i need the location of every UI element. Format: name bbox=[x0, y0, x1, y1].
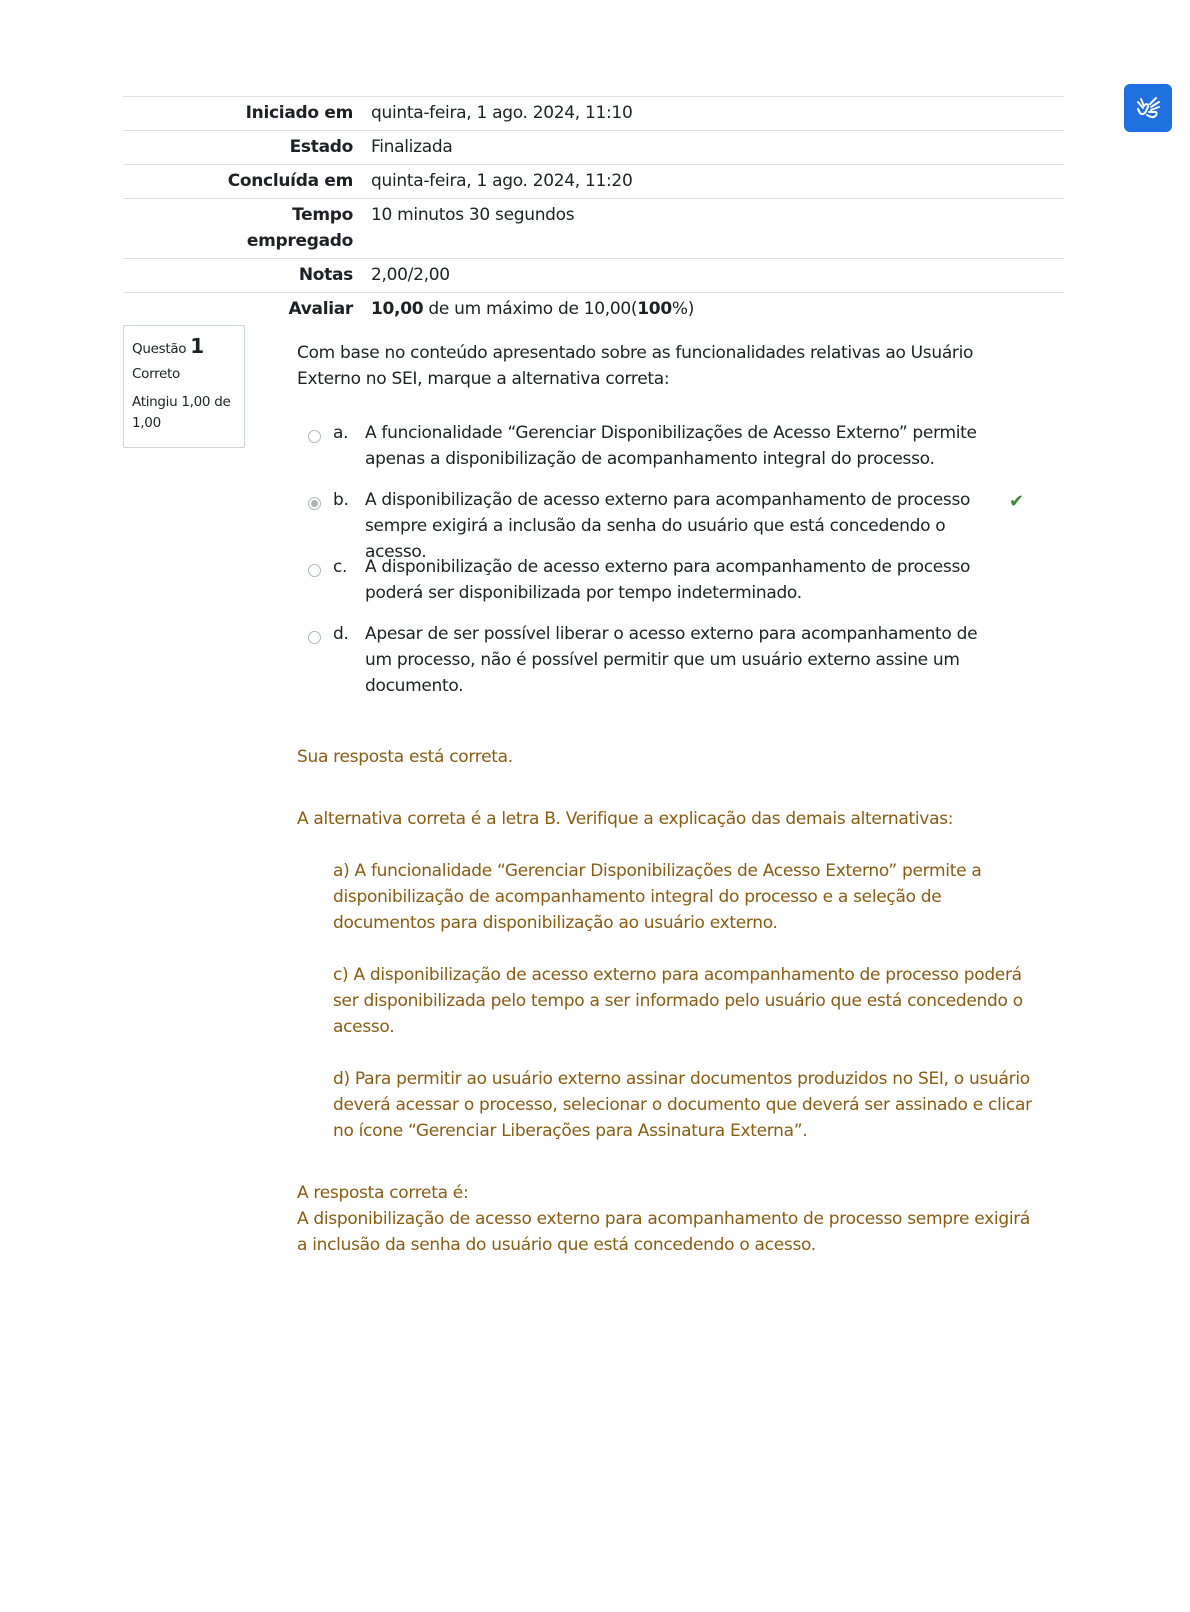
feedback-panel bbox=[297, 744, 1042, 1258]
feedback-intro: A alternativa correta é a letra B. Verifique a explicação das demais alternativas: bbox=[297, 809, 954, 829]
answer-option-a[interactable] bbox=[297, 420, 1037, 487]
question-state: Correto bbox=[132, 366, 181, 382]
answer-text: A funcionalidade “Gerenciar Disponibilizações de Acesso Externo” permite apenas a disponibilização de acompanhamento integral do processo. bbox=[365, 423, 977, 469]
vlibras-accessibility-button[interactable] bbox=[1124, 84, 1172, 132]
feedback-explanation-a: a) A funcionalidade “Gerenciar Disponibilizações de Acesso Externo” permite a disponibilização de acompanhamento integral do processo e a seleção de documentos para disponibilização ao usuário externo. bbox=[333, 861, 982, 933]
question-number-value: 1 bbox=[190, 334, 204, 358]
answer-text: A disponibilização de acesso externo para acompanhamento de processo poderá ser disponibilizada por tempo indeterminado. bbox=[365, 557, 971, 603]
answer-letter: b. bbox=[333, 490, 349, 510]
summary-row-started bbox=[123, 97, 1064, 131]
answer-letter: c. bbox=[333, 557, 348, 577]
grade-end: %) bbox=[671, 299, 695, 319]
quiz-summary-table bbox=[123, 96, 1064, 326]
right-answer-text: A disponibilização de acesso externo para acompanhamento de processo sempre exigirá a inclusão da senha do usuário que está concedendo o acesso. bbox=[297, 1209, 1031, 1255]
radio-button[interactable] bbox=[308, 631, 321, 644]
vlibras-hands-icon bbox=[1133, 93, 1163, 123]
summary-row-completed bbox=[123, 165, 1064, 199]
answer-option-d[interactable] bbox=[297, 621, 1037, 696]
question-info-box bbox=[123, 325, 245, 448]
correct-check-icon: ✔ bbox=[1009, 491, 1024, 512]
grade-percent: 100 bbox=[637, 299, 672, 319]
answer-list bbox=[297, 420, 1037, 696]
answer-letter: d. bbox=[333, 624, 349, 644]
summary-value: quinta-feira, 1 ago. 2024, 11:10 bbox=[371, 103, 633, 123]
summary-value bbox=[369, 293, 1064, 327]
feedback-explanation-d: d) Para permitir ao usuário externo assinar documentos produzidos no SEI, o usuário deverá acessar o processo, selecionar o documento que deverá ser assinado e clicar no ícone “Gerenciar Liberações para Assinatura Externa”. bbox=[333, 1069, 1032, 1141]
radio-button[interactable] bbox=[308, 430, 321, 443]
question-grade: Atingiu 1,00 de 1,00 bbox=[132, 394, 231, 431]
summary-label: Tempo empregado bbox=[246, 205, 353, 251]
summary-label: Estado bbox=[289, 137, 353, 157]
answer-option-c[interactable] bbox=[297, 554, 1037, 621]
summary-label: Avaliar bbox=[288, 299, 353, 319]
answer-text: Apesar de ser possível liberar o acesso externo para acompanhamento de um processo, não é possível permitir que um usuário externo assine um documento. bbox=[365, 624, 978, 696]
question-text: Com base no conteúdo apresentado sobre as funcionalidades relativas ao Usuário Externo no SEI, marque a alternativa correta: bbox=[297, 343, 974, 389]
summary-value: Finalizada bbox=[371, 137, 453, 157]
question-number bbox=[132, 334, 236, 358]
answer-option-b[interactable] bbox=[297, 487, 1037, 562]
summary-value: 10 minutos 30 segundos bbox=[371, 205, 575, 225]
feedback-status: Sua resposta está correta. bbox=[297, 747, 513, 767]
summary-value: 2,00/2,00 bbox=[371, 265, 450, 285]
summary-label: Notas bbox=[298, 265, 353, 285]
question-number-label: Questão bbox=[132, 341, 187, 357]
summary-label: Iniciado em bbox=[245, 103, 353, 123]
summary-value: quinta-feira, 1 ago. 2024, 11:20 bbox=[371, 171, 633, 191]
summary-row-marks bbox=[123, 259, 1064, 293]
right-answer-label: A resposta correta é: bbox=[297, 1183, 469, 1203]
feedback-explanation-c: c) A disponibilização de acesso externo para acompanhamento de processo poderá ser disponibilizada pelo tempo a ser informado pelo usuário que está concedendo o acesso. bbox=[333, 965, 1023, 1037]
answer-letter: a. bbox=[333, 423, 349, 443]
grade-middle: de um máximo de 10,00( bbox=[423, 299, 638, 319]
grade-score: 10,00 bbox=[371, 299, 424, 319]
summary-label: Concluída em bbox=[227, 171, 353, 191]
radio-button-selected[interactable] bbox=[308, 497, 321, 510]
summary-row-grade bbox=[123, 293, 1064, 327]
summary-row-time bbox=[123, 199, 1064, 259]
answer-text: A disponibilização de acesso externo para acompanhamento de processo sempre exigirá a inclusão da senha do usuário que está concedendo o acesso. bbox=[365, 490, 971, 562]
radio-button[interactable] bbox=[308, 564, 321, 577]
summary-row-state bbox=[123, 131, 1064, 165]
